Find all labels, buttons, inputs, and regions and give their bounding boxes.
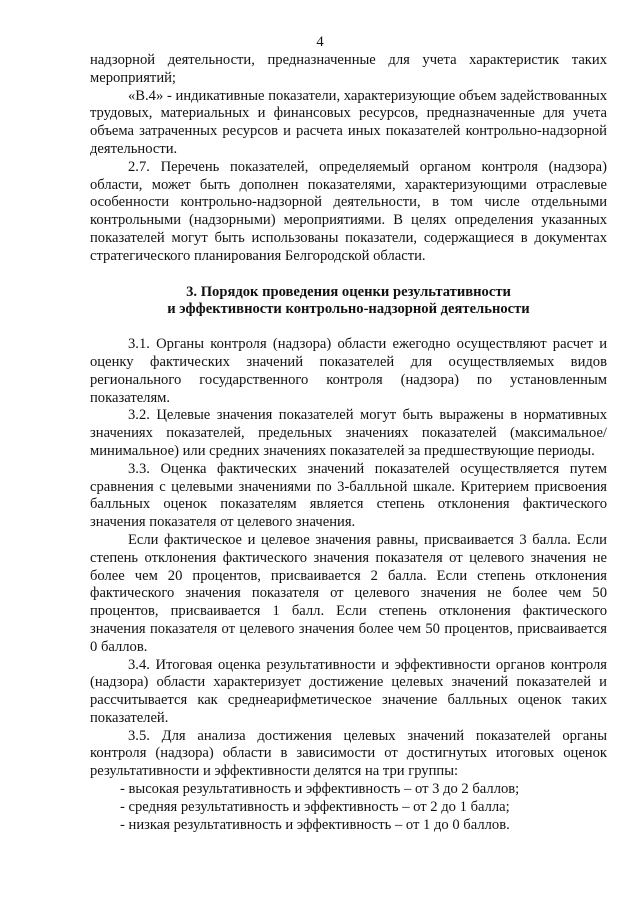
paragraph: надзорной деятельности, предназначенные для учета характеристик таких мероприятий; xyxy=(90,52,607,86)
paragraph: 3.2. Целевые значения показателей могут быть выражены в нормативных значениях показателей, предельных значениях показателей (максимальное/минимальное) или средних значениях показателей за предшествующие периоды. xyxy=(90,407,607,459)
page-content xyxy=(90,52,607,834)
section-heading-line: 3. Порядок проведения оценки результативности xyxy=(186,283,511,300)
section-heading xyxy=(90,284,607,320)
groups-list xyxy=(90,781,607,834)
paragraph: 3.5. Для анализа достижения целевых значений показателей органы контроля (надзора) области в зависимости от достигнутых итоговых оценок результативности и эффективности делятся на три группы: xyxy=(90,727,607,780)
list-item: - низкая результативность и эффективность – от 1 до 0 баллов. xyxy=(120,816,510,833)
paragraph: 2.7. Перечень показателей, определяемый органом контроля (надзора) области, может быть дополнен показателями, характеризующими отраслевые особенности контрольно-надзорной деятельности, в том числе отдельными контрольными (надзорными) мероприятиями. В целях определения указанных показателей могут быть использованы показатели, содержащиеся в документах стратегического планирования Белгородской области. xyxy=(90,158,607,264)
paragraph: Если фактическое и целевое значения равны, присваивается 3 балла. Если степень отклонения фактического значения показателя от целевого значения не более чем 20 процентов, присваивается 2 балла. Если степень отклонения фактического значения показателя от целевого значения не более чем 50 процентов, присваивается 1 балл. Если степень отклонения фактического значения показателя от целевого значения более чем 50 процентов, присваивается 0 баллов. xyxy=(90,531,607,655)
page-number: 4 xyxy=(316,34,324,50)
section-heading-line: и эффективности контрольно-надзорной деятельности xyxy=(167,301,530,318)
paragraph: 3.3. Оценка фактических значений показателей осуществляется путем сравнения с целевыми значениями по 3-балльной шкале. Критерием присвоения балльных оценок показателям является степень отклонения фактического значения показателя от целевого значения. xyxy=(90,460,607,531)
list-item: - высокая результативность и эффективность – от 3 до 2 баллов; xyxy=(120,781,520,798)
paragraph: «В.4» - индикативные показатели, характеризующие объем задействованных трудовых, материальных и финансовых ресурсов, предназначенные для учета объема затраченных ресурсов и расчета иных показателей контрольно-надзорной деятельности. xyxy=(90,87,607,157)
list-item: - средняя результативность и эффективность – от 2 до 1 балла; xyxy=(120,798,510,815)
paragraph: 3.4. Итоговая оценка результативности и эффективности органов контроля (надзора) области характеризует достижение целевых значений показателей и рассчитывается как среднеарифметическое значение балльных оценок таких показателей. xyxy=(90,656,607,726)
paragraph: 3.1. Органы контроля (надзора) области ежегодно осуществляют расчет и оценку фактических значений показателей для осуществляемых видов регионального государственного контроля (надзора) по установленным показателям. xyxy=(90,336,607,406)
